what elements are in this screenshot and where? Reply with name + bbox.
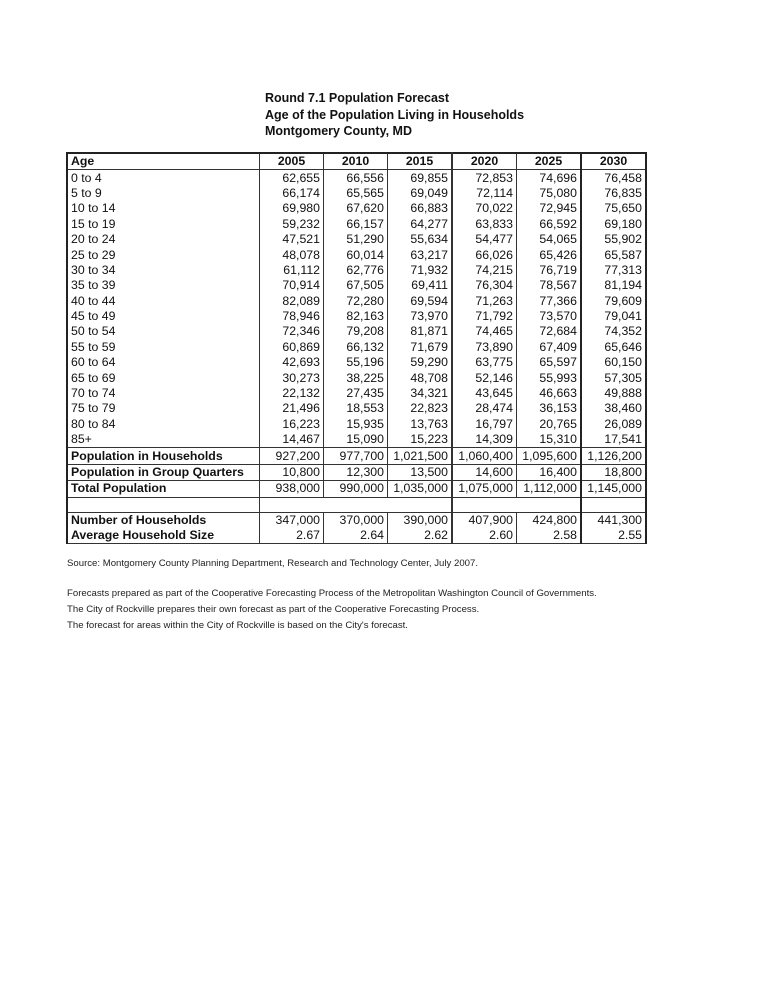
cell-value: 60,014 bbox=[324, 247, 388, 262]
cell-value: 69,411 bbox=[388, 278, 453, 293]
cell-value: 28,474 bbox=[452, 401, 517, 416]
summary-row bbox=[67, 464, 646, 480]
cell-value: 81,871 bbox=[388, 324, 453, 339]
cell-value: 2.58 bbox=[517, 528, 582, 544]
cell-value: 2.64 bbox=[324, 528, 388, 544]
cell-value: 70,914 bbox=[260, 278, 324, 293]
table-row bbox=[67, 186, 646, 201]
table-row bbox=[67, 263, 646, 278]
cell-value: 36,153 bbox=[517, 401, 582, 416]
cell-value: 74,215 bbox=[452, 263, 517, 278]
summary-row bbox=[67, 448, 646, 464]
cell-value: 370,000 bbox=[324, 512, 388, 528]
header-year: 2010 bbox=[324, 153, 388, 170]
cell-value: 79,208 bbox=[324, 324, 388, 339]
cell-value: 10,800 bbox=[260, 464, 324, 480]
cell-value: 21,496 bbox=[260, 401, 324, 416]
row-label: 80 to 84 bbox=[67, 417, 260, 432]
cell-value: 69,980 bbox=[260, 201, 324, 216]
table-row bbox=[67, 355, 646, 370]
population-forecast-table bbox=[66, 152, 647, 544]
cell-value: 72,853 bbox=[452, 170, 517, 186]
table-header-row bbox=[67, 153, 646, 170]
cell-value: 54,065 bbox=[517, 232, 582, 247]
cell-value: 63,833 bbox=[452, 217, 517, 232]
header-year: 2020 bbox=[452, 153, 517, 170]
cell-value: 22,823 bbox=[388, 401, 453, 416]
cell-value: 78,946 bbox=[260, 309, 324, 324]
cell-value: 82,163 bbox=[324, 309, 388, 324]
cell-value: 76,458 bbox=[581, 170, 646, 186]
table-row bbox=[67, 401, 646, 416]
cell-value: 62,776 bbox=[324, 263, 388, 278]
note-line-3: The forecast for areas within the City of Rockville is based on the City's forecast. bbox=[67, 620, 408, 631]
cell-value: 69,855 bbox=[388, 170, 453, 186]
row-label: 50 to 54 bbox=[67, 324, 260, 339]
cell-value: 15,090 bbox=[324, 432, 388, 448]
notes-section bbox=[67, 556, 597, 634]
cell-value: 73,970 bbox=[388, 309, 453, 324]
cell-value: 82,089 bbox=[260, 294, 324, 309]
cell-value: 347,000 bbox=[260, 512, 324, 528]
cell-value: 65,646 bbox=[581, 340, 646, 355]
cell-value: 66,174 bbox=[260, 186, 324, 201]
cell-value: 2.55 bbox=[581, 528, 646, 544]
header-year: 2005 bbox=[260, 153, 324, 170]
cell-value: 61,112 bbox=[260, 263, 324, 278]
row-label: 5 to 9 bbox=[67, 186, 260, 201]
cell-value: 424,800 bbox=[517, 512, 582, 528]
cell-value: 66,132 bbox=[324, 340, 388, 355]
row-label: 85+ bbox=[67, 432, 260, 448]
spacer-row bbox=[67, 497, 646, 512]
cell-value: 59,290 bbox=[388, 355, 453, 370]
cell-value: 72,114 bbox=[452, 186, 517, 201]
cell-value: 51,290 bbox=[324, 232, 388, 247]
table-row bbox=[67, 201, 646, 216]
table-row bbox=[67, 417, 646, 432]
cell-value: 15,310 bbox=[517, 432, 582, 448]
cell-value: 67,409 bbox=[517, 340, 582, 355]
cell-value: 13,763 bbox=[388, 417, 453, 432]
row-label: 35 to 39 bbox=[67, 278, 260, 293]
row-label: 0 to 4 bbox=[67, 170, 260, 186]
cell-value: 52,146 bbox=[452, 370, 517, 385]
cell-value: 74,696 bbox=[517, 170, 582, 186]
cell-value: 22,132 bbox=[260, 386, 324, 401]
cell-value: 75,650 bbox=[581, 201, 646, 216]
cell-value: 990,000 bbox=[324, 481, 388, 497]
cell-value: 938,000 bbox=[260, 481, 324, 497]
row-label: 70 to 74 bbox=[67, 386, 260, 401]
row-label: Average Household Size bbox=[67, 528, 260, 544]
table-row bbox=[67, 278, 646, 293]
cell-value: 66,026 bbox=[452, 247, 517, 262]
cell-value: 60,150 bbox=[581, 355, 646, 370]
cell-value: 46,663 bbox=[517, 386, 582, 401]
row-label: 40 to 44 bbox=[67, 294, 260, 309]
title-line-1: Round 7.1 Population Forecast bbox=[265, 91, 450, 105]
table-row bbox=[67, 294, 646, 309]
cell-value: 14,309 bbox=[452, 432, 517, 448]
row-label: 20 to 24 bbox=[67, 232, 260, 247]
cell-value: 76,304 bbox=[452, 278, 517, 293]
cell-value: 67,620 bbox=[324, 201, 388, 216]
cell-value: 63,775 bbox=[452, 355, 517, 370]
cell-value: 63,217 bbox=[388, 247, 453, 262]
cell-value: 65,587 bbox=[581, 247, 646, 262]
cell-value: 65,565 bbox=[324, 186, 388, 201]
row-label: 30 to 34 bbox=[67, 263, 260, 278]
cell-value: 2.67 bbox=[260, 528, 324, 544]
cell-value: 26,089 bbox=[581, 417, 646, 432]
cell-value: 12,300 bbox=[324, 464, 388, 480]
cell-value: 47,521 bbox=[260, 232, 324, 247]
cell-value: 48,078 bbox=[260, 247, 324, 262]
table-row bbox=[67, 432, 646, 448]
cell-value: 77,313 bbox=[581, 263, 646, 278]
cell-value: 71,932 bbox=[388, 263, 453, 278]
cell-value: 59,232 bbox=[260, 217, 324, 232]
cell-value: 72,945 bbox=[517, 201, 582, 216]
row-label: Population in Households bbox=[67, 448, 260, 464]
cell-value: 81,194 bbox=[581, 278, 646, 293]
cell-value: 38,225 bbox=[324, 370, 388, 385]
row-label: 60 to 64 bbox=[67, 355, 260, 370]
table-row bbox=[67, 324, 646, 339]
cell-value: 76,719 bbox=[517, 263, 582, 278]
cell-value: 27,435 bbox=[324, 386, 388, 401]
cell-value: 16,797 bbox=[452, 417, 517, 432]
cell-value: 30,273 bbox=[260, 370, 324, 385]
cell-value: 74,352 bbox=[581, 324, 646, 339]
cell-value: 2.60 bbox=[452, 528, 517, 544]
cell-value: 55,634 bbox=[388, 232, 453, 247]
cell-value: 43,645 bbox=[452, 386, 517, 401]
row-label: 45 to 49 bbox=[67, 309, 260, 324]
table-row bbox=[67, 370, 646, 385]
cell-value: 17,541 bbox=[581, 432, 646, 448]
cell-value: 66,592 bbox=[517, 217, 582, 232]
cell-value: 66,157 bbox=[324, 217, 388, 232]
cell-value: 1,035,000 bbox=[388, 481, 453, 497]
cell-value: 72,346 bbox=[260, 324, 324, 339]
table-row bbox=[67, 247, 646, 262]
header-year: 2025 bbox=[517, 153, 582, 170]
cell-value: 79,041 bbox=[581, 309, 646, 324]
cell-value: 13,500 bbox=[388, 464, 453, 480]
cell-value: 48,708 bbox=[388, 370, 453, 385]
header-age: Age bbox=[67, 153, 260, 170]
cell-value: 1,075,000 bbox=[452, 481, 517, 497]
household-row bbox=[67, 512, 646, 528]
cell-value: 54,477 bbox=[452, 232, 517, 247]
note-line-2: The City of Rockville prepares their own forecast as part of the Cooperative Forecasting Process. bbox=[67, 604, 480, 615]
cell-value: 42,693 bbox=[260, 355, 324, 370]
cell-value: 977,700 bbox=[324, 448, 388, 464]
cell-value: 18,553 bbox=[324, 401, 388, 416]
cell-value: 73,890 bbox=[452, 340, 517, 355]
cell-value: 55,196 bbox=[324, 355, 388, 370]
cell-value: 34,321 bbox=[388, 386, 453, 401]
cell-value: 79,609 bbox=[581, 294, 646, 309]
cell-value: 16,400 bbox=[517, 464, 582, 480]
cell-value: 67,505 bbox=[324, 278, 388, 293]
cell-value: 57,305 bbox=[581, 370, 646, 385]
header-year: 2015 bbox=[388, 153, 453, 170]
table-row bbox=[67, 386, 646, 401]
cell-value: 72,280 bbox=[324, 294, 388, 309]
cell-value: 20,765 bbox=[517, 417, 582, 432]
cell-value: 390,000 bbox=[388, 512, 453, 528]
note-line-1: Forecasts prepared as part of the Cooperative Forecasting Process of the Metropolitan Washington Council of Governments. bbox=[67, 588, 597, 599]
cell-value: 407,900 bbox=[452, 512, 517, 528]
table-row bbox=[67, 232, 646, 247]
cell-value: 1,126,200 bbox=[581, 448, 646, 464]
table-row bbox=[67, 170, 646, 186]
cell-value: 70,022 bbox=[452, 201, 517, 216]
cell-value: 78,567 bbox=[517, 278, 582, 293]
cell-value: 65,426 bbox=[517, 247, 582, 262]
cell-value: 66,883 bbox=[388, 201, 453, 216]
cell-value: 441,300 bbox=[581, 512, 646, 528]
cell-value: 1,112,000 bbox=[517, 481, 582, 497]
cell-value: 71,792 bbox=[452, 309, 517, 324]
table-row bbox=[67, 217, 646, 232]
row-label: 55 to 59 bbox=[67, 340, 260, 355]
cell-value: 927,200 bbox=[260, 448, 324, 464]
cell-value: 15,223 bbox=[388, 432, 453, 448]
cell-value: 14,467 bbox=[260, 432, 324, 448]
cell-value: 71,679 bbox=[388, 340, 453, 355]
table-row bbox=[67, 309, 646, 324]
document-title bbox=[265, 90, 524, 140]
cell-value: 75,080 bbox=[517, 186, 582, 201]
cell-value: 38,460 bbox=[581, 401, 646, 416]
row-label: 15 to 19 bbox=[67, 217, 260, 232]
cell-value: 15,935 bbox=[324, 417, 388, 432]
cell-value: 76,835 bbox=[581, 186, 646, 201]
row-label: Number of Households bbox=[67, 512, 260, 528]
cell-value: 73,570 bbox=[517, 309, 582, 324]
cell-value: 14,600 bbox=[452, 464, 517, 480]
cell-value: 55,902 bbox=[581, 232, 646, 247]
cell-value: 60,869 bbox=[260, 340, 324, 355]
cell-value: 16,223 bbox=[260, 417, 324, 432]
cell-value: 65,597 bbox=[517, 355, 582, 370]
summary-row bbox=[67, 481, 646, 497]
row-label: 25 to 29 bbox=[67, 247, 260, 262]
cell-value: 77,366 bbox=[517, 294, 582, 309]
cell-value: 55,993 bbox=[517, 370, 582, 385]
cell-value: 49,888 bbox=[581, 386, 646, 401]
cell-value: 18,800 bbox=[581, 464, 646, 480]
cell-value: 71,263 bbox=[452, 294, 517, 309]
cell-value: 1,060,400 bbox=[452, 448, 517, 464]
cell-value: 62,655 bbox=[260, 170, 324, 186]
cell-value: 72,684 bbox=[517, 324, 582, 339]
source-note: Source: Montgomery County Planning Department, Research and Technology Center, July 2007. bbox=[67, 558, 478, 569]
row-label: 75 to 79 bbox=[67, 401, 260, 416]
title-line-3: Montgomery County, MD bbox=[265, 124, 412, 138]
cell-value: 69,180 bbox=[581, 217, 646, 232]
cell-value: 66,556 bbox=[324, 170, 388, 186]
header-year: 2030 bbox=[581, 153, 646, 170]
cell-value: 69,594 bbox=[388, 294, 453, 309]
cell-value: 1,145,000 bbox=[581, 481, 646, 497]
cell-value: 2.62 bbox=[388, 528, 453, 544]
table-row bbox=[67, 340, 646, 355]
household-row bbox=[67, 528, 646, 544]
row-label: 65 to 69 bbox=[67, 370, 260, 385]
row-label: Total Population bbox=[67, 481, 260, 497]
row-label: 10 to 14 bbox=[67, 201, 260, 216]
row-label: Population in Group Quarters bbox=[67, 464, 260, 480]
cell-value: 1,095,600 bbox=[517, 448, 582, 464]
cell-value: 1,021,500 bbox=[388, 448, 453, 464]
cell-value: 64,277 bbox=[388, 217, 453, 232]
title-line-2: Age of the Population Living in Households bbox=[265, 107, 525, 122]
cell-value: 69,049 bbox=[388, 186, 453, 201]
cell-value: 74,465 bbox=[452, 324, 517, 339]
